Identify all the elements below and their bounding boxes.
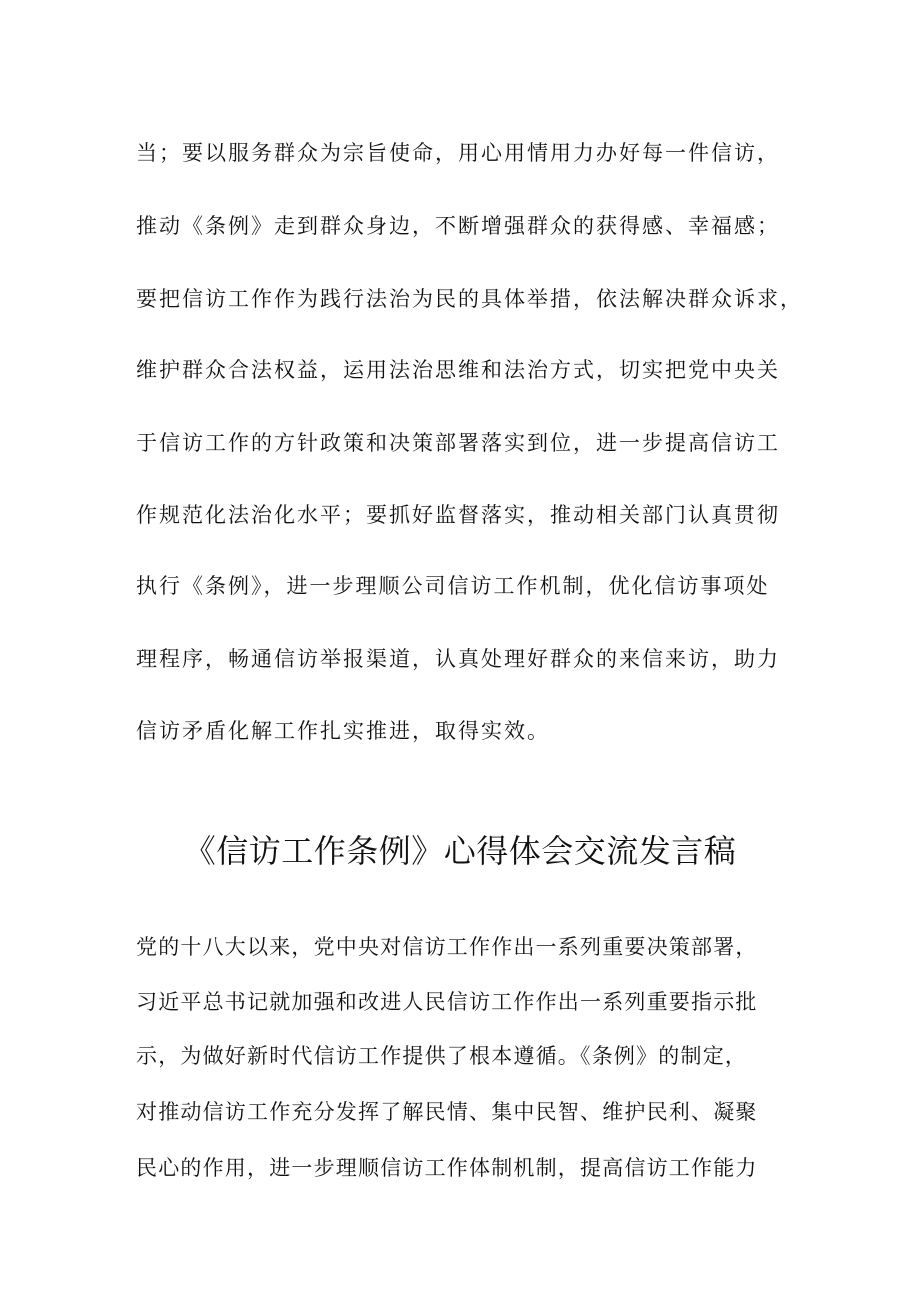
paragraph-1-line-7: 执行《条例》，进一步理顺公司信访工作机制，优化信访事项处 [136,574,770,598]
paragraph-1-line-3: 要把信访工作作为践行法治为民的具体举措，依法解决群众诉求， [136,287,803,311]
paragraph-1-line-6: 作规范化法治化水平；要抓好监督落实，推动相关部门认真贯彻 [136,503,780,527]
paragraph-1-line-9: 信访矛盾化解工作扎实推进，取得实效。 [136,719,550,743]
paragraph-2-line-4: 对推动信访工作充分发挥了解民情、集中民智、维护民利、凝聚 [136,1100,758,1124]
paragraph-2-line-3: 示，为做好新时代信访工作提供了根本遵循。《条例》的制定， [136,1044,748,1068]
paragraph-1-line-8: 理程序，畅通信访举报渠道，认真处理好群众的来信来访，助力 [136,647,780,671]
paragraph-1-line-1: 当；要以服务群众为宗旨使命，用心用情用力办好每一件信访， [136,141,780,165]
paragraph-1-line-2: 推动《条例》走到群众身边，不断增强群众的获得感、幸福感； [136,214,780,238]
paragraph-2-line-2: 习近平总书记就加强和改进人民信访工作作出一系列重要指示批 [136,990,758,1014]
paragraph-1-line-5: 于信访工作的方针政策和决策部署落实到位，进一步提高信访工 [136,431,780,455]
paragraph-1-line-4: 维护群众合法权益，运用法治思维和法治方式，切实把党中央关 [136,358,780,382]
document-title: 《信访工作条例》心得体会交流发言稿 [183,832,737,870]
paragraph-2-line-5: 民心的作用，进一步理顺信访工作体制机制，提高信访工作能力 [136,1156,758,1180]
paragraph-2-line-1: 党的十八大以来，党中央对信访工作作出一系列重要决策部署， [136,935,758,959]
